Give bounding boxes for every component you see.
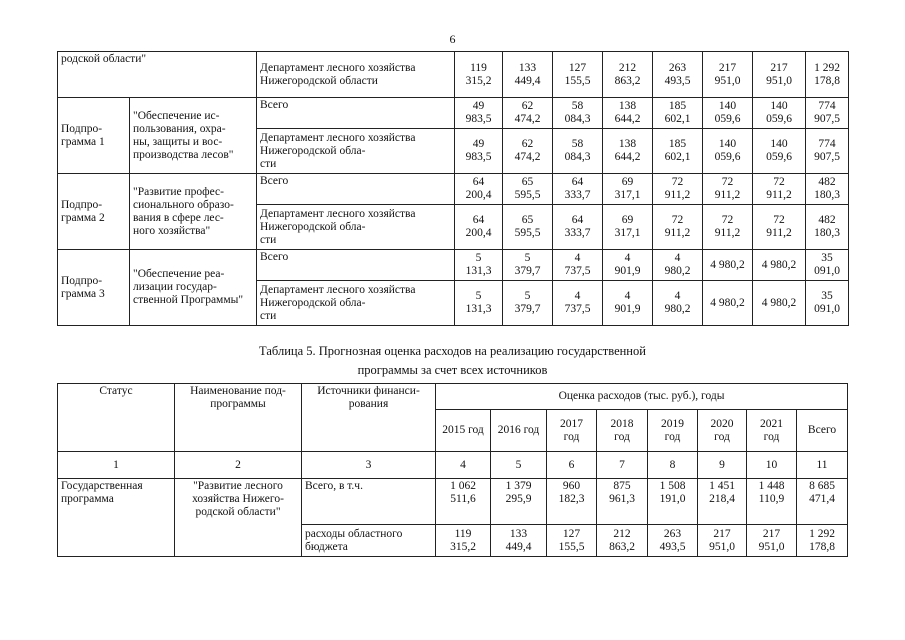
value-cell: 65 595,5 bbox=[503, 174, 553, 205]
value-cell: 5 379,7 bbox=[503, 281, 553, 326]
value-cell: 64 200,4 bbox=[455, 205, 503, 250]
continuation-table bbox=[57, 51, 849, 326]
value-cell: 960 182,3 bbox=[547, 479, 597, 525]
value-cell: 62 474,2 bbox=[503, 98, 553, 129]
header-year: 2016 год bbox=[491, 410, 547, 452]
value-cell: 482 180,3 bbox=[806, 205, 849, 250]
value-cell: 4 737,5 bbox=[553, 250, 603, 281]
value-cell: 4 980,2 bbox=[653, 250, 703, 281]
funding-source: расходы областного бюджета bbox=[302, 525, 436, 557]
value-cell: 64 333,7 bbox=[553, 205, 603, 250]
column-number: 5 bbox=[491, 452, 547, 479]
value-cell: 4 980,2 bbox=[703, 250, 753, 281]
header-subprogram-name: Наименование под- программы bbox=[175, 384, 302, 452]
header-funding-source: Источники финанси- рования bbox=[302, 384, 436, 452]
program-name-continued: родской области" bbox=[58, 52, 257, 98]
value-cell: 1 448 110,9 bbox=[747, 479, 797, 525]
value-cell: 217 951,0 bbox=[747, 525, 797, 557]
value-cell: 127 155,5 bbox=[547, 525, 597, 557]
value-cell: 64 333,7 bbox=[553, 174, 603, 205]
value-cell: 119 315,2 bbox=[455, 52, 503, 98]
value-cell: 58 084,3 bbox=[553, 98, 603, 129]
value-cell: 140 059,6 bbox=[703, 129, 753, 174]
header-year: 2020 год bbox=[698, 410, 747, 452]
value-cell: 5 131,3 bbox=[455, 250, 503, 281]
value-cell: 4 737,5 bbox=[553, 281, 603, 326]
value-cell: 4 980,2 bbox=[753, 250, 806, 281]
value-cell: 140 059,6 bbox=[753, 129, 806, 174]
value-cell: 35 091,0 bbox=[806, 281, 849, 326]
subprogram-status: Подпро- грамма 2 bbox=[58, 174, 130, 250]
value-cell: 4 980,2 bbox=[703, 281, 753, 326]
funding-source: Всего bbox=[257, 250, 455, 281]
subprogram-status: Подпро- грамма 3 bbox=[58, 250, 130, 326]
value-cell: 140 059,6 bbox=[703, 98, 753, 129]
value-cell: 64 200,4 bbox=[455, 174, 503, 205]
value-cell: 185 602,1 bbox=[653, 98, 703, 129]
funding-source: Департамент лесного хозяйства Нижегородской обла- сти bbox=[257, 281, 455, 326]
header-year: 2015 год bbox=[436, 410, 491, 452]
value-cell: 72 911,2 bbox=[703, 205, 753, 250]
value-cell: 140 059,6 bbox=[753, 98, 806, 129]
header-row bbox=[58, 384, 848, 410]
subprogram-name: "Обеспечение ис- пользования, охра- ны, защиты и вос- производства лесов" bbox=[130, 98, 257, 174]
value-cell: 127 155,5 bbox=[553, 52, 603, 98]
header-status: Статус bbox=[58, 384, 175, 452]
table-row bbox=[58, 98, 849, 129]
column-number: 3 bbox=[302, 452, 436, 479]
value-cell: 217 951,0 bbox=[698, 525, 747, 557]
value-cell: 1 292 178,8 bbox=[797, 525, 848, 557]
header-total: Всего bbox=[797, 410, 848, 452]
column-number: 1 bbox=[58, 452, 175, 479]
value-cell: 8 685 471,4 bbox=[797, 479, 848, 525]
column-number: 10 bbox=[747, 452, 797, 479]
header-year: 2019 год bbox=[648, 410, 698, 452]
column-number: 4 bbox=[436, 452, 491, 479]
value-cell: 49 983,5 bbox=[455, 129, 503, 174]
column-number: 8 bbox=[648, 452, 698, 479]
value-cell: 774 907,5 bbox=[806, 129, 849, 174]
value-cell: 217 951,0 bbox=[753, 52, 806, 98]
value-cell: 5 131,3 bbox=[455, 281, 503, 326]
column-number: 6 bbox=[547, 452, 597, 479]
value-cell: 35 091,0 bbox=[806, 250, 849, 281]
table-row bbox=[58, 479, 848, 525]
value-cell: 217 951,0 bbox=[703, 52, 753, 98]
table-row bbox=[58, 174, 849, 205]
value-cell: 774 907,5 bbox=[806, 98, 849, 129]
value-cell: 185 602,1 bbox=[653, 129, 703, 174]
value-cell: 1 451 218,4 bbox=[698, 479, 747, 525]
value-cell: 212 863,2 bbox=[597, 525, 648, 557]
value-cell: 212 863,2 bbox=[603, 52, 653, 98]
table-row bbox=[58, 52, 849, 98]
header-estimate: Оценка расходов (тыс. руб.), годы bbox=[436, 384, 848, 410]
value-cell: 4 980,2 bbox=[753, 281, 806, 326]
value-cell: 49 983,5 bbox=[455, 98, 503, 129]
value-cell: 72 911,2 bbox=[753, 174, 806, 205]
value-cell: 138 644,2 bbox=[603, 129, 653, 174]
header-year: 2021 год bbox=[747, 410, 797, 452]
value-cell: 1 508 191,0 bbox=[648, 479, 698, 525]
value-cell: 69 317,1 bbox=[603, 205, 653, 250]
value-cell: 72 911,2 bbox=[653, 174, 703, 205]
program-name: "Развитие лесного хозяйства Нижего- родской области" bbox=[175, 479, 302, 557]
value-cell: 263 493,5 bbox=[653, 52, 703, 98]
table-caption-line2: программы за счет всех источников bbox=[357, 363, 548, 377]
value-cell: 72 911,2 bbox=[703, 174, 753, 205]
funding-source: Всего bbox=[257, 174, 455, 205]
value-cell: 133 449,4 bbox=[491, 525, 547, 557]
column-number-row bbox=[58, 452, 848, 479]
value-cell: 62 474,2 bbox=[503, 129, 553, 174]
funding-source: Департамент лесного хозяйства Нижегородской обла- сти bbox=[257, 205, 455, 250]
column-number: 2 bbox=[175, 452, 302, 479]
value-cell: 1 062 511,6 bbox=[436, 479, 491, 525]
column-number: 9 bbox=[698, 452, 747, 479]
column-number: 11 bbox=[797, 452, 848, 479]
table-row bbox=[58, 250, 849, 281]
value-cell: 4 980,2 bbox=[653, 281, 703, 326]
page-number: 6 bbox=[449, 32, 456, 46]
value-cell: 5 379,7 bbox=[503, 250, 553, 281]
expense-estimate-table bbox=[57, 383, 848, 557]
header-year: 2018 год bbox=[597, 410, 648, 452]
value-cell: 4 901,9 bbox=[603, 281, 653, 326]
value-cell: 72 911,2 bbox=[653, 205, 703, 250]
value-cell: 133 449,4 bbox=[503, 52, 553, 98]
value-cell: 4 901,9 bbox=[603, 250, 653, 281]
table-caption-line1: Таблица 5. Прогнозная оценка расходов на реализацию государственной bbox=[259, 344, 646, 358]
value-cell: 58 084,3 bbox=[553, 129, 603, 174]
program-status: Государственная программа bbox=[58, 479, 175, 557]
funding-source: Департамент лесного хозяйства Нижегородской области bbox=[257, 52, 455, 98]
value-cell: 119 315,2 bbox=[436, 525, 491, 557]
subprogram-name: "Развитие профес- сионального образо- вания в сфере лес- ного хозяйства" bbox=[130, 174, 257, 250]
value-cell: 875 961,3 bbox=[597, 479, 648, 525]
value-cell: 138 644,2 bbox=[603, 98, 653, 129]
value-cell: 482 180,3 bbox=[806, 174, 849, 205]
value-cell: 1 292 178,8 bbox=[806, 52, 849, 98]
value-cell: 72 911,2 bbox=[753, 205, 806, 250]
column-number: 7 bbox=[597, 452, 648, 479]
value-cell: 65 595,5 bbox=[503, 205, 553, 250]
value-cell: 1 379 295,9 bbox=[491, 479, 547, 525]
subprogram-name: "Обеспечение реа- лизации государ- ственной Программы" bbox=[130, 250, 257, 326]
funding-source: Всего, в т.ч. bbox=[302, 479, 436, 525]
value-cell: 69 317,1 bbox=[603, 174, 653, 205]
funding-source: Департамент лесного хозяйства Нижегородской обла- сти bbox=[257, 129, 455, 174]
funding-source: Всего bbox=[257, 98, 455, 129]
value-cell: 263 493,5 bbox=[648, 525, 698, 557]
header-year: 2017 год bbox=[547, 410, 597, 452]
subprogram-status: Подпро- грамма 1 bbox=[58, 98, 130, 174]
